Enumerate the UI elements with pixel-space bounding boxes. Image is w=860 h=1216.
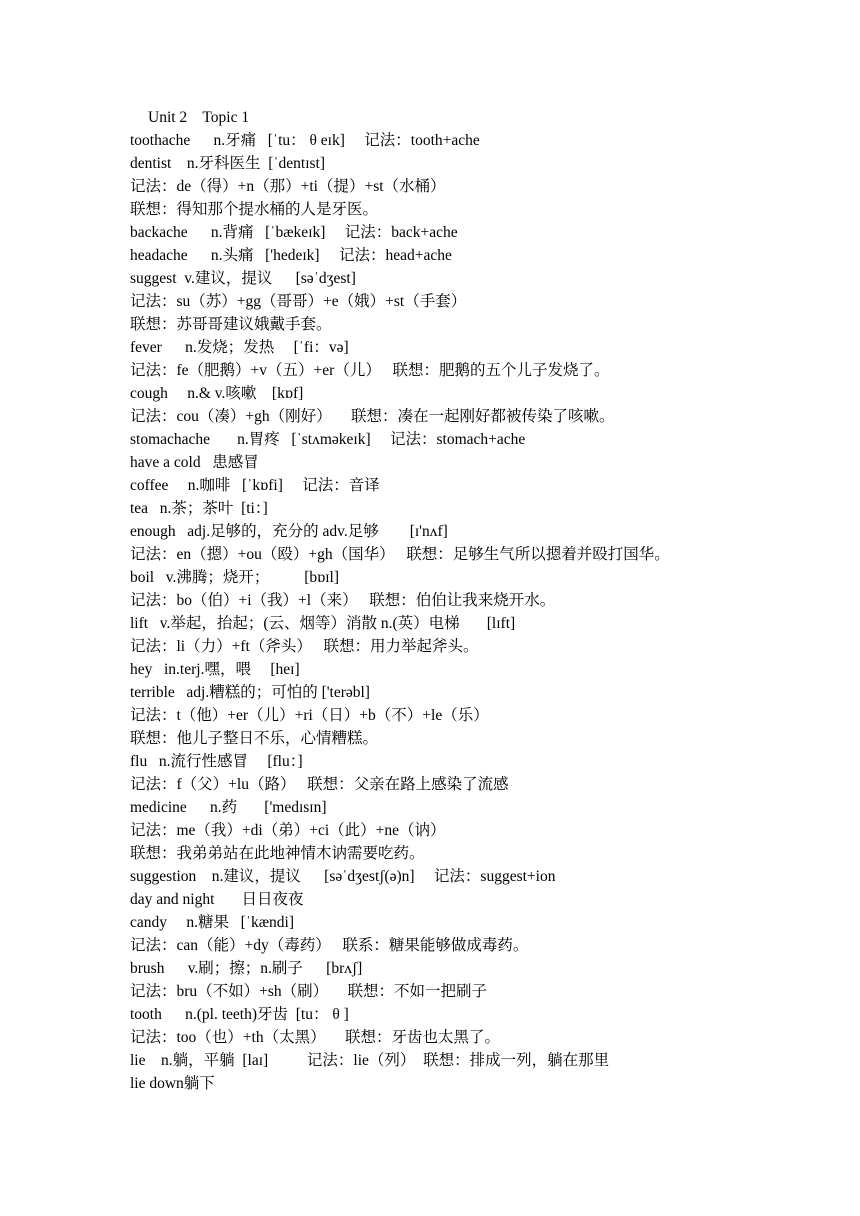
line-medicine-assoc: 联想：我弟弟站在此地神情木讷需要吃药。 xyxy=(130,845,425,862)
line-suggest-assoc: 联想：苏哥哥建议娥戴手套。 xyxy=(130,316,332,333)
line-toothache: toothache n.牙痛 [ˈtu： θ eɪk] 记法：tooth+ache xyxy=(130,132,480,149)
line-terrible: terrible adj.糟糕的；可怕的 ['terəbl] xyxy=(130,684,370,701)
line-cough: cough n.& v.咳嗽 [kɒf] xyxy=(130,385,304,402)
line-boil-memo: 记法：bo（伯）+i（我）+l（来） 联想：伯伯让我来烧开水。 xyxy=(130,592,556,609)
line-terrible-assoc: 联想：他儿子整日不乐，心情糟糕。 xyxy=(130,730,379,747)
line-flu: flu n.流行性感冒 [flu：] xyxy=(130,753,303,770)
line-suggestion: suggestion n.建议，提议 [səˈdʒestʃ(ə)n] 记法：suggest+ion xyxy=(130,868,556,885)
line-flu-memo: 记法：f（父）+lu（路） 联想：父亲在路上感染了流感 xyxy=(130,776,509,793)
line-fever-memo: 记法：fe（肥鹅）+v（五）+er（儿） 联想：肥鹅的五个儿子发烧了。 xyxy=(130,362,610,379)
line-lie-down: lie down躺下 xyxy=(130,1075,215,1092)
line-boil: boil v.沸腾；烧开； [bɒɪl] xyxy=(130,569,340,586)
line-tooth: tooth n.(pl. teeth)牙齿 [tu： θ ] xyxy=(130,1006,349,1023)
vocabulary-list xyxy=(130,106,850,1095)
line-candy: candy n.糖果 [ˈkændi] xyxy=(130,914,295,931)
line-brush-memo: 记法：bru（不如）+sh（刷） 联想：不如一把刷子 xyxy=(130,983,488,1000)
line-enough-memo: 记法：en（摁）+ou（殴）+gh（国华） 联想：足够生气所以摁着并殴打国华。 xyxy=(130,546,670,563)
line-tooth-memo: 记法：too（也）+th（太黑） 联想：牙齿也太黑了。 xyxy=(130,1029,500,1046)
line-coffee: coffee n.咖啡 [ˈkɒfi] 记法：音译 xyxy=(130,477,380,494)
line-brush: brush v.刷；擦；n.刷子 [brʌʃ] xyxy=(130,960,363,977)
line-medicine: medicine n.药 ['medɪsɪn] xyxy=(130,799,327,816)
line-enough: enough adj.足够的，充分的 adv.足够 [ɪ'nʌf] xyxy=(130,523,448,540)
line-terrible-memo: 记法：t（他）+er（儿）+ri（日）+b（不）+le（乐） xyxy=(130,707,489,724)
line-hey: hey in.terj.嘿，喂 [heɪ] xyxy=(130,661,300,678)
line-backache: backache n.背痛 [ˈbækeɪk] 记法：back+ache xyxy=(130,224,458,241)
line-candy-memo: 记法：can（能）+dy（毒药） 联系：糖果能够做成毒药。 xyxy=(130,937,529,954)
line-dentist-assoc: 联想：得知那个提水桶的人是牙医。 xyxy=(130,201,379,218)
line-cough-memo: 记法：cou（凑）+gh（刚好） 联想：凑在一起刚好都被传染了咳嗽。 xyxy=(130,408,615,425)
line-have-a-cold: have a cold 患感冒 xyxy=(130,454,259,471)
line-fever: fever n.发烧；发热 [ˈfi：və] xyxy=(130,339,349,356)
line-dentist-memo: 记法：de（得）+n（那）+ti（提）+st（水桶） xyxy=(130,178,446,195)
line-headache: headache n.头痛 ['hedeɪk] 记法：head+ache xyxy=(130,247,452,264)
line-lift-memo: 记法：li（力）+ft（斧头） 联想：用力举起斧头。 xyxy=(130,638,479,655)
line-lie: lie n.躺，平躺 [laɪ] 记法：lie（列） 联想：排成一列，躺在那里 xyxy=(130,1052,610,1069)
line-suggest-memo: 记法：su（苏）+gg（哥哥）+e（娥）+st（手套） xyxy=(130,293,467,310)
line-dentist: dentist n.牙科医生 [ˈdentɪst] xyxy=(130,155,326,172)
unit-title: Unit 2 Topic 1 xyxy=(148,109,250,126)
line-medicine-memo: 记法：me（我）+di（弟）+ci（此）+ne（讷） xyxy=(130,822,446,839)
line-lift: lift v.举起，抬起；(云、烟等）消散 n.(英）电梯 [lɪft] xyxy=(130,615,516,632)
line-suggest: suggest v.建议，提议 [səˈdʒest] xyxy=(130,270,356,287)
line-stomachache: stomachache n.胃疼 [ˈstʌməkeɪk] 记法：stomach+ache xyxy=(130,431,526,448)
line-tea: tea n.茶；茶叶 [ti：] xyxy=(130,500,268,517)
line-day-and-night: day and night 日日夜夜 xyxy=(130,891,304,908)
